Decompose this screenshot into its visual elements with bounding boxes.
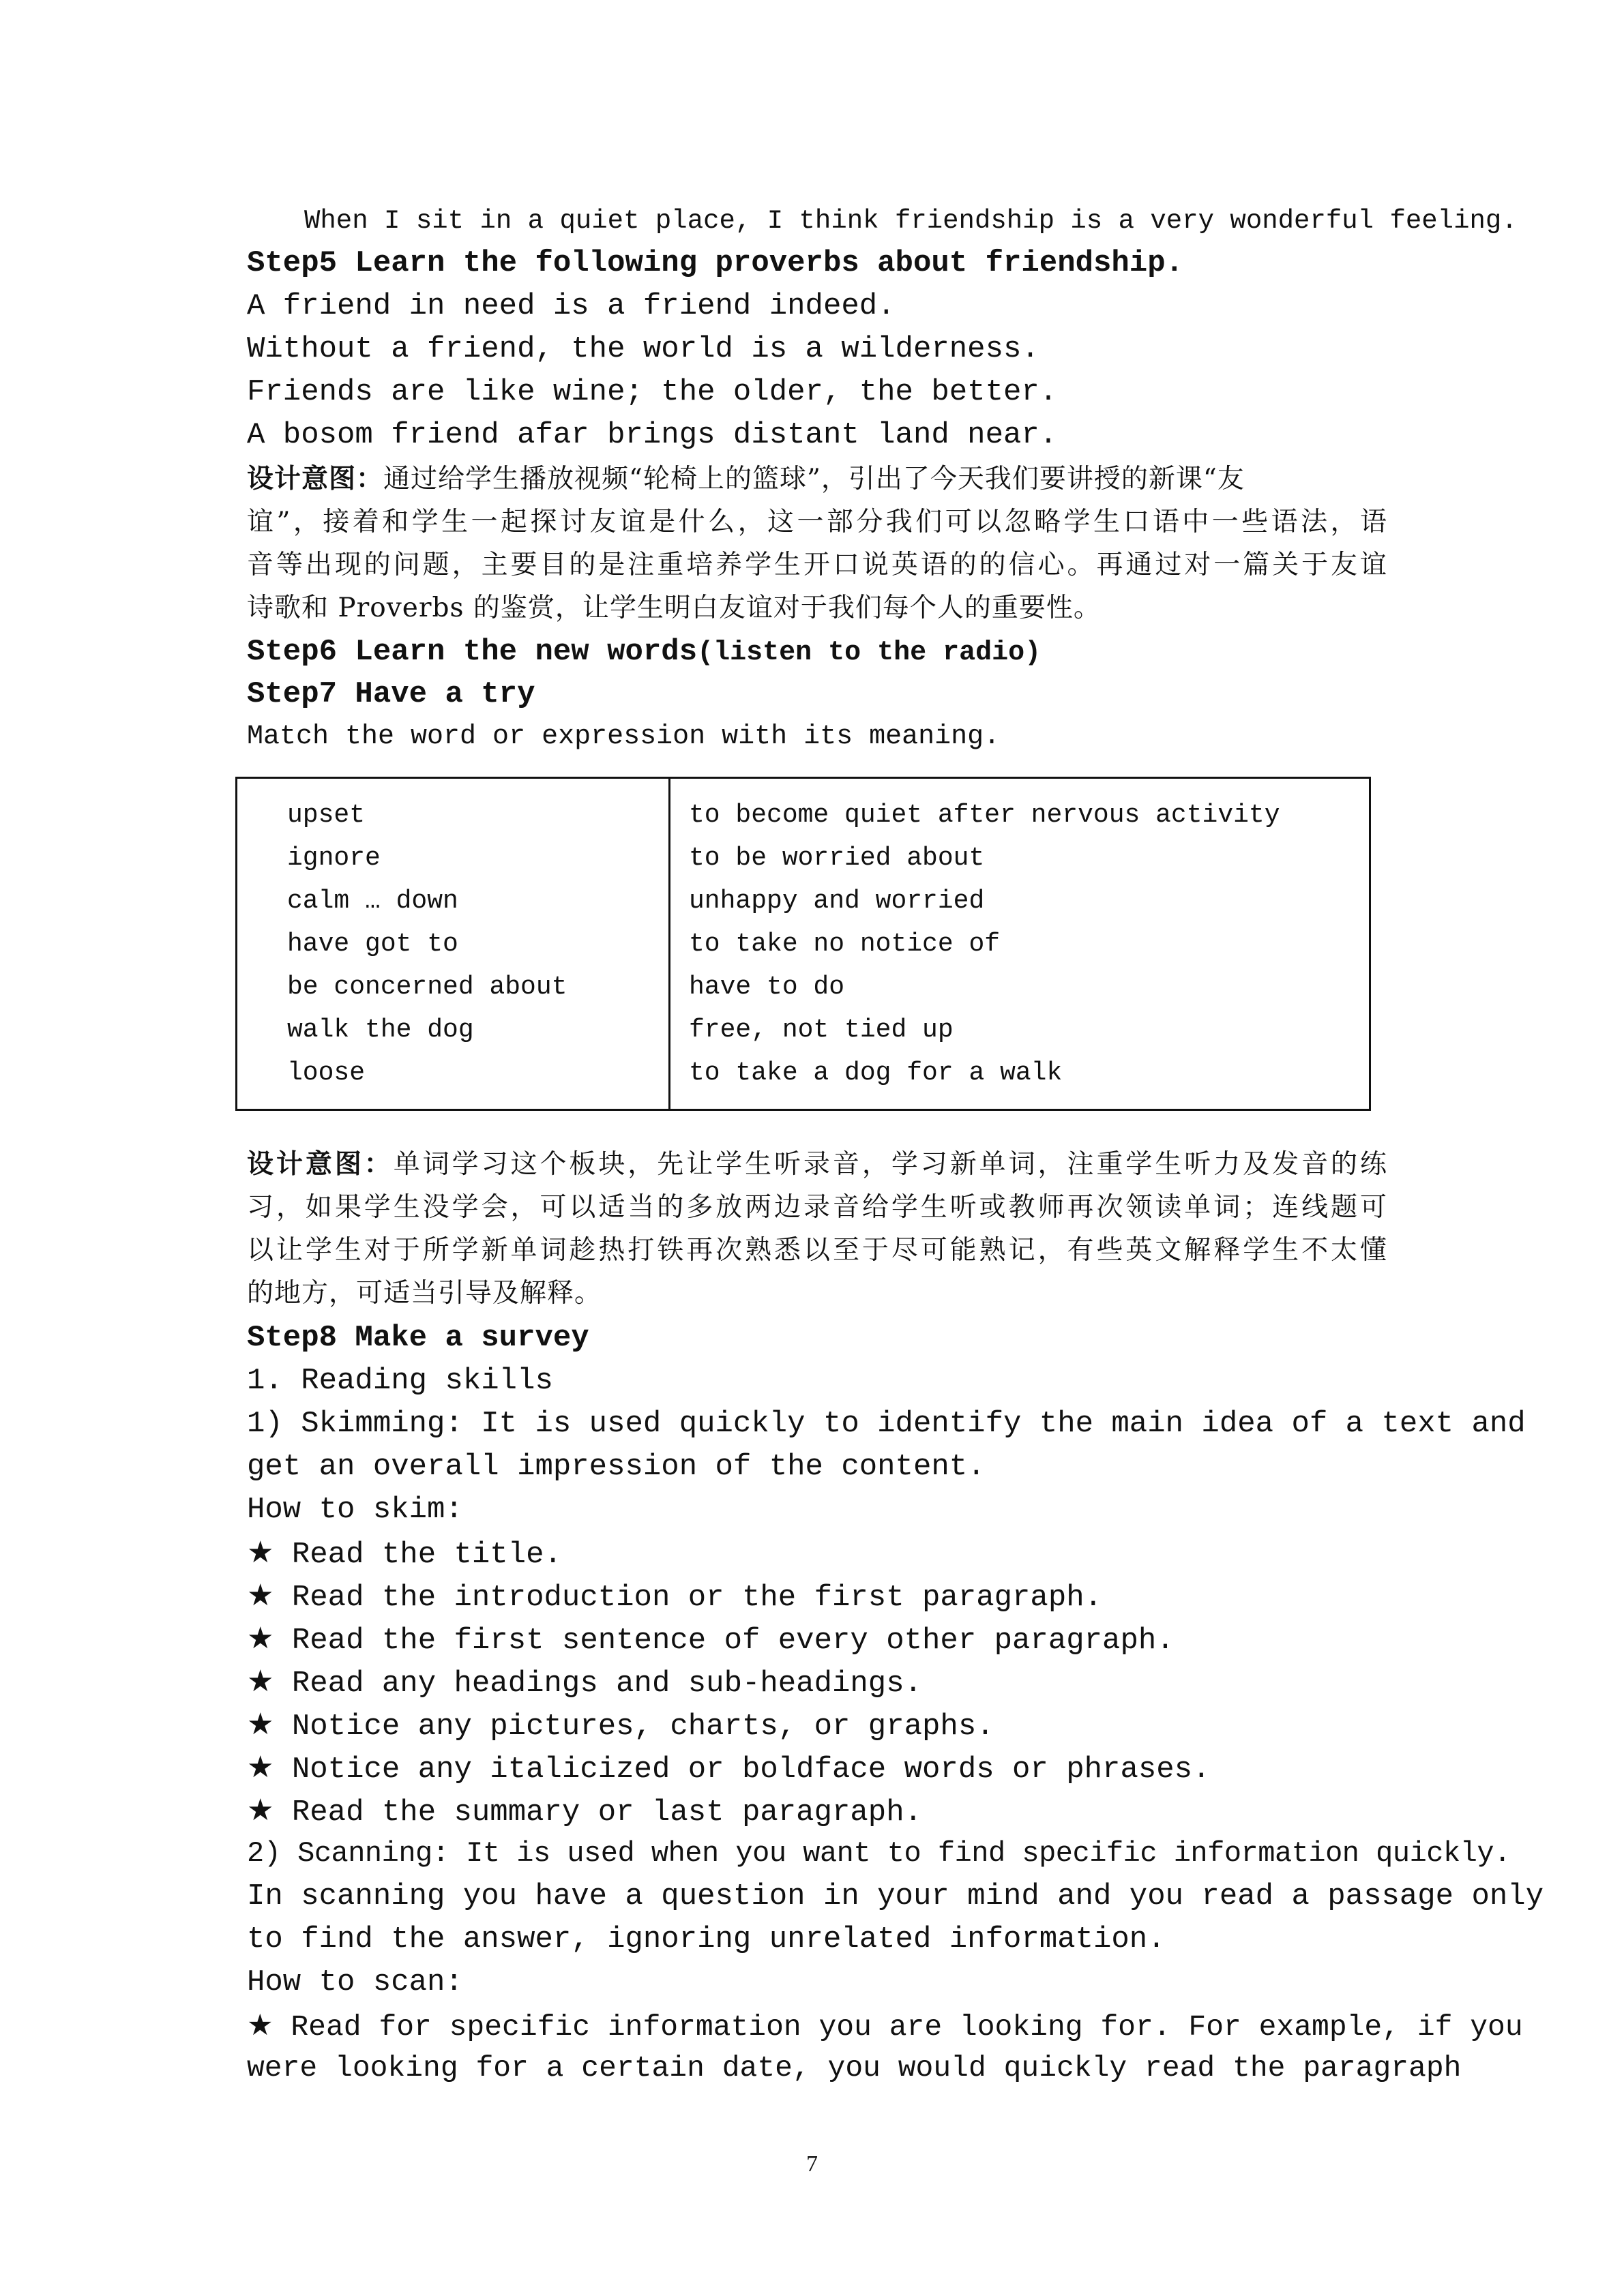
design-intent-text: 通过给学生播放视频“轮椅上的篮球”，引出了今天我们要讲授的新课“友	[383, 464, 1245, 494]
star-icon: ★	[247, 1535, 274, 1570]
star-icon: ★	[247, 1664, 274, 1699]
meaning-column	[689, 794, 1280, 1094]
how-to-scan: How to scan:	[247, 1965, 463, 1999]
skim-item	[247, 1704, 994, 1747]
meaning-cell: to take a dog for a walk	[689, 1058, 1063, 1088]
step7-instruction: Match the word or expression with its meaning.	[247, 721, 1001, 752]
word-cell: ignore	[287, 844, 381, 873]
design-intent-label: 设计意图：	[247, 1148, 394, 1180]
skim-item-text: Read the first sentence of every other paragraph.	[291, 1624, 1175, 1658]
table-divider	[668, 779, 670, 1109]
how-to-skim: How to skim:	[247, 1493, 463, 1527]
star-icon: ★	[247, 2008, 274, 2042]
meaning-cell: have to do	[689, 972, 845, 1002]
skim-item	[247, 1747, 1210, 1790]
poem-line: When I sit in a quiet place, I think friendship is a very wonderful feeling.	[304, 206, 1518, 236]
skim-item-text: Read the introduction or the first paragraph.	[291, 1581, 1103, 1615]
page-number: 7	[806, 2151, 818, 2177]
skim-item-text: Notice any italicized or boldface words or phrases.	[291, 1753, 1211, 1787]
meaning-cell: free, not tied up	[689, 1015, 954, 1045]
star-icon: ★	[247, 1750, 274, 1785]
star-icon: ★	[247, 1621, 274, 1656]
word-cell: walk the dog	[287, 1015, 474, 1045]
proverb: Friends are like wine; the older, the better.	[247, 375, 1058, 409]
match-table	[235, 777, 1371, 1111]
step6-title: Step6 Learn the new words	[247, 635, 698, 669]
star-icon: ★	[247, 1793, 274, 1828]
skim-item-text: Read the title.	[291, 1538, 562, 1572]
design-intent-text: 以让学生对于所学新单词趁热打铁再次熟悉以至于尽可能熟记，有些英文解释学生不太懂	[247, 1235, 1387, 1266]
scan-item-text: Read for specific information you are looking for. For example, if you	[291, 2010, 1523, 2044]
step6-heading	[247, 631, 1041, 674]
design-intent-text: 习，如果学生没学会，可以适当的多放两边录音给学生听或教师再次领读单词；连线题可	[247, 1192, 1387, 1223]
proverb: A friend in need is a friend indeed.	[247, 289, 896, 323]
word-cell: have got to	[287, 929, 458, 959]
scanning-definition: In scanning you have a question in your mind and you read a passage only	[247, 1879, 1544, 1913]
skim-item-text: Read the summary or last paragraph.	[291, 1795, 923, 1830]
skim-item-text: Notice any pictures, charts, or graphs.	[291, 1710, 994, 1744]
skim-item	[247, 1661, 922, 1704]
star-icon: ★	[247, 1707, 274, 1742]
design-intent-label: 设计意图：	[247, 463, 384, 494]
meaning-cell: to be worried about	[689, 844, 985, 873]
design-intent-text: 的地方，可适当引导及解释。	[247, 1278, 602, 1309]
design-intent-text: 音等出现的问题，主要目的是注重培养学生开口说英语的的信心。再通过对一篇关于友谊	[247, 550, 1387, 580]
design-intent-2	[247, 1143, 1386, 1315]
skim-item	[247, 1575, 1102, 1618]
skim-item-text: Read any headings and sub-headings.	[291, 1667, 923, 1701]
word-cell: upset	[287, 801, 366, 830]
scan-item-continued: were looking for a certain date, you would quickly read the paragraph	[247, 2051, 1462, 2085]
reading-skills-heading: 1. Reading skills	[247, 1364, 553, 1398]
word-column	[287, 794, 567, 1094]
skim-item	[247, 1532, 562, 1575]
design-intent-1	[247, 458, 1386, 629]
word-cell: loose	[287, 1058, 366, 1088]
meaning-cell: to become quiet after nervous activity	[689, 801, 1280, 830]
meaning-cell: unhappy and worried	[689, 886, 985, 916]
proverb: A bosom friend afar brings distant land near.	[247, 418, 1058, 452]
step7-heading: Step7 Have a try	[247, 677, 535, 711]
step6-note: (listen to the radio)	[697, 638, 1042, 668]
skim-item	[247, 1790, 922, 1833]
meaning-cell: to take no notice of	[689, 929, 1001, 959]
skimming-definition: get an overall impression of the content.	[247, 1450, 986, 1484]
scanning-definition: 2) Scanning: It is used when you want to find specific information quickly.	[247, 1837, 1511, 1870]
design-intent-text: 谊”，接着和学生一起探讨友谊是什么，这一部分我们可以忽略学生口语中一些语法，语	[247, 507, 1387, 537]
skimming-definition: 1) Skimming: It is used quickly to identify the main idea of a text and	[247, 1407, 1526, 1441]
proverb: Without a friend, the world is a wilderness.	[247, 332, 1039, 366]
step8-heading: Step8 Make a survey	[247, 1321, 589, 1355]
design-intent-text: 诗歌和 Proverbs 的鉴赏，让学生明白友谊对于我们每个人的重要性。	[247, 593, 1101, 623]
scan-item	[247, 2005, 1523, 2048]
skim-item	[247, 1618, 1175, 1661]
step5-heading: Step5 Learn the following proverbs about friendship.	[247, 246, 1184, 280]
star-icon: ★	[247, 1578, 274, 1613]
design-intent-text: 单词学习这个板块，先让学生听录音，学习新单词，注重学生听力及发音的练	[393, 1149, 1387, 1180]
word-cell: calm … down	[287, 886, 458, 916]
scanning-definition: to find the answer, ignoring unrelated information.	[247, 1922, 1166, 1956]
word-cell: be concerned about	[287, 972, 567, 1002]
